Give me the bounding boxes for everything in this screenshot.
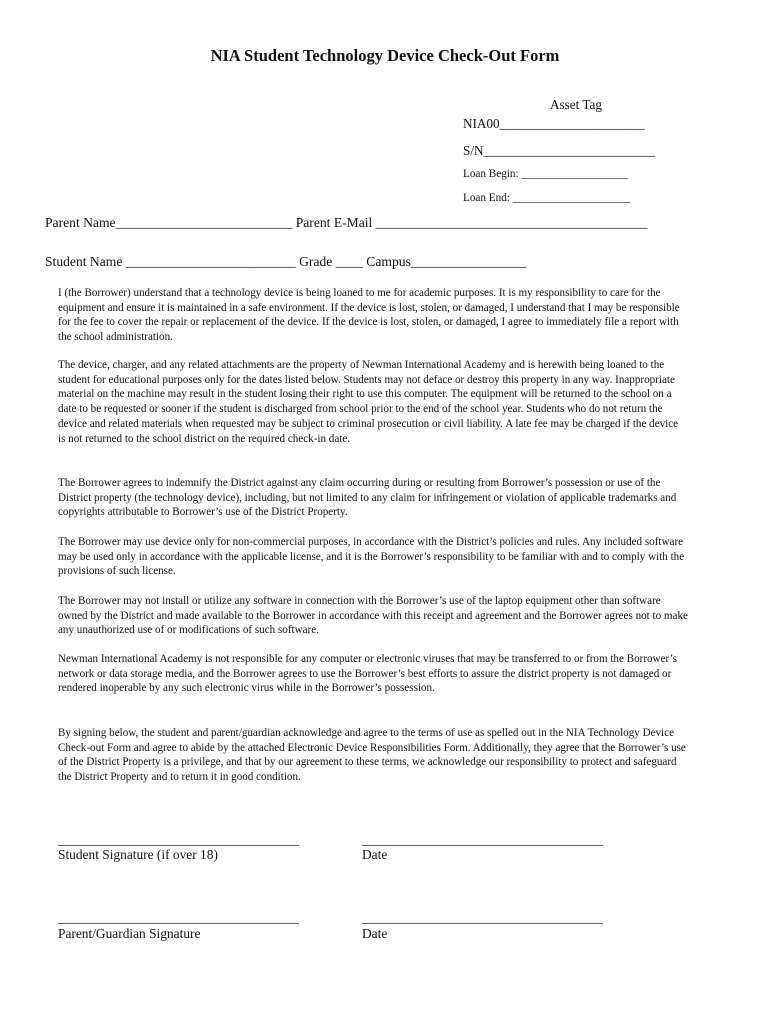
asset-tag-label: Asset Tag bbox=[550, 97, 602, 112]
paragraph-acknowledgement: By signing below, the student and parent/guardian acknowledge and agree to the terms of use as spelled out in the NIA Technology Device Check-out Form and agree to abide by the attached Electronic Device Responsibilities Form. Additionally, they agree that the Borrower’s use of the District Property is a privilege, and that by our agreement to these terms, we acknowledge our responsibility to protect and safeguard the District Property and to return it in good condition. bbox=[58, 727, 686, 784]
page-title: NIA Student Technology Device Check-Out Form bbox=[210, 46, 560, 65]
parent-signature-line: ____________________________________ bbox=[58, 910, 300, 925]
paragraph-non-commercial-use: The Borrower may use device only for non-commercial purposes, in accordance with the District’s policies and rules. Any included software may be used only in accordance with the applicable license, and it is the Borrower’s responsibility to be familiar with and to comply with the provisions of such license. bbox=[58, 536, 685, 578]
parent-date-line: ____________________________________ bbox=[362, 910, 604, 925]
loan-begin-field: Loan Begin: ___________________ bbox=[463, 168, 628, 180]
paragraph-software: The Borrower may not install or utilize any software in connection with the Borrower’s use of the laptop equipment other than software owned by the District and made available to the Borrower in accordance with this receipt and agreement and the Borrower agrees not to make any unauthorized use of or modifications of such software. bbox=[58, 595, 688, 637]
serial-number-field: S/N__________________________ bbox=[463, 143, 655, 158]
student-date-label: Date bbox=[362, 847, 388, 862]
parent-info-line: Parent Name__________________________ Parent E-Mail ________________________________________ bbox=[45, 215, 648, 230]
student-signature-line: ____________________________________ bbox=[58, 832, 300, 847]
paragraph-viruses: Newman International Academy is not responsible for any computer or electronic viruses that may be transferred to or from the Borrower’s network or data storage media, and the Borrower agrees to use the Borrower’s best efforts to assure the district property is not damaged or rendered inoperable by any such electronic virus while in the Borrower’s possession. bbox=[58, 653, 677, 695]
paragraph-indemnify: The Borrower agrees to indemnify the District against any claim occurring during or resulting from Borrower’s possession or use of the District property (the technology device), including, but not limited to any claim for infringement or violation of applicable trademarks and copyrights attributable to Borrower’s use of the District Property. bbox=[58, 477, 677, 519]
asset-tag-field: NIA00______________________ bbox=[463, 116, 645, 131]
student-date-line: ____________________________________ bbox=[362, 832, 604, 847]
paragraph-property-loan: The device, charger, and any related attachments are the property of Newman International Academy and is herewith being loaned to the student for educational purposes only for the dates listed below. Students may not deface or destroy this property in any way. Inappropriate material on the machine may result in the student losing their right to use this computer. The equipment will be returned to the school on a date to be requested or sooner if the student is discharged from school prior to the end of the school year. Students who do not return the device and related materials when requested may be subject to criminal prosecution or civil liability. A late fee may be charged if the device is not returned to the school district on the required check-in date. bbox=[58, 359, 679, 445]
loan-end-field: Loan End: _____________________ bbox=[463, 192, 631, 204]
parent-signature-label: Parent/Guardian Signature bbox=[58, 926, 201, 941]
paragraph-borrower-responsibility: I (the Borrower) understand that a technology device is being loaned to me for academic purposes. It is my responsibility to care for the equipment and ensure it is maintained in a safe environment. If the device is lost, stolen, or damaged, I understand that I may be responsible for the fee to cover the repair or replacement of the device. If the device is lost, stolen, or damaged, I agree to immediately file a report with the school administration. bbox=[58, 287, 680, 344]
student-info-line: Student Name _________________________ Grade ____ Campus_________________ bbox=[45, 254, 527, 269]
student-signature-label: Student Signature (if over 18) bbox=[58, 847, 218, 862]
parent-date-label: Date bbox=[362, 926, 388, 941]
